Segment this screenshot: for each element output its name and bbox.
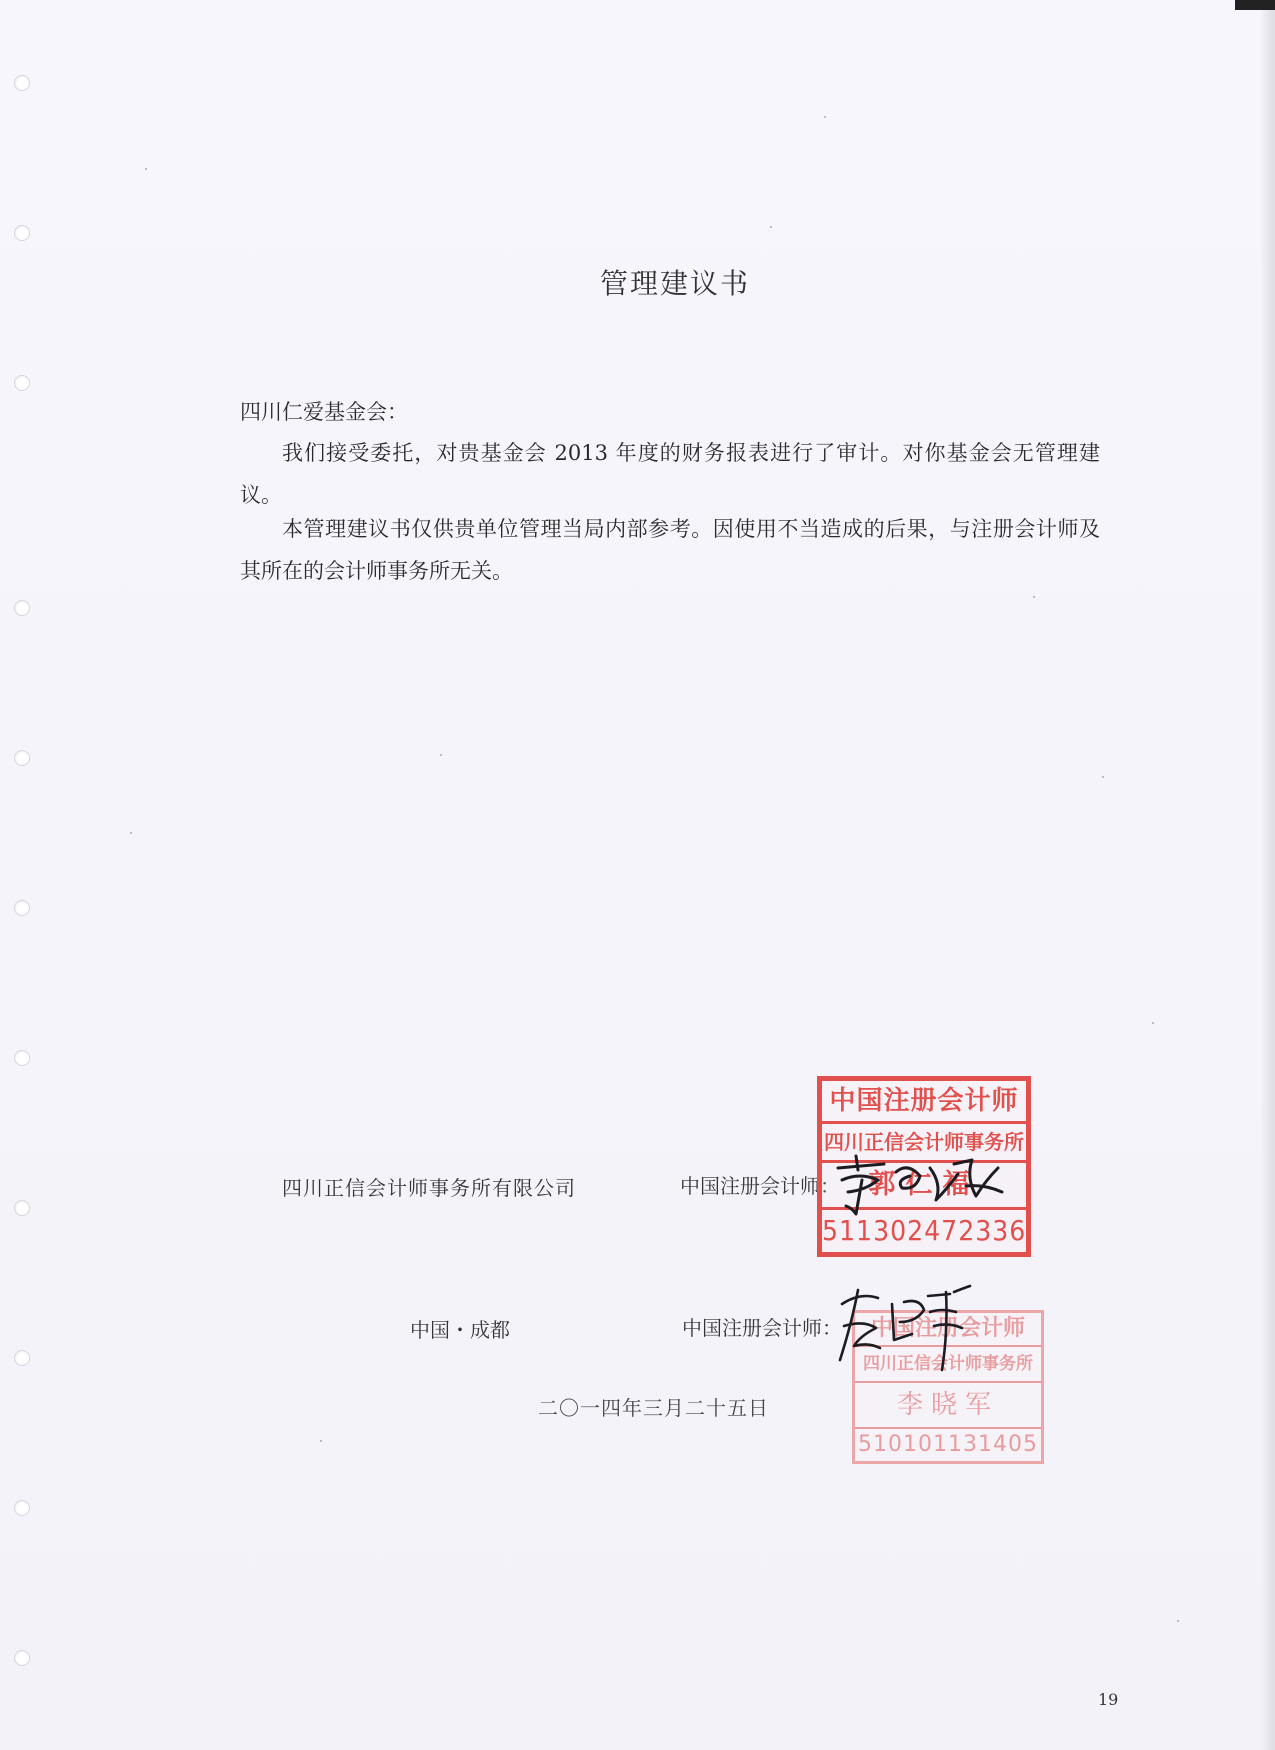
binding-hole: [14, 1050, 30, 1066]
scan-speck: [320, 1440, 322, 1442]
addressee: 四川仁爱基金会：: [240, 400, 408, 424]
cpa-seal-stamp: [817, 1076, 1031, 1257]
firm-name: 四川正信会计师事务所有限公司: [282, 1176, 576, 1200]
stamp-firm: 四川正信会计师事务所: [855, 1347, 1041, 1383]
stamp-id: 511302472336: [822, 1214, 1026, 1247]
cpa-signature-label: 中国注册会计师：: [682, 1316, 842, 1340]
binding-hole: [14, 600, 30, 616]
city-line: 中国・成都: [410, 1318, 510, 1342]
binding-hole: [14, 750, 30, 766]
scan-speck: [1152, 1022, 1154, 1024]
scan-speck: [1033, 596, 1035, 598]
page-number: 19: [1098, 1690, 1119, 1709]
stamp-firm: 四川正信会计师事务所: [822, 1124, 1026, 1163]
scan-speck: [440, 754, 442, 756]
scan-speck: [1177, 1620, 1179, 1622]
stamp-org: 中国注册会计师: [855, 1313, 1041, 1347]
document-title: 管理建议书: [599, 267, 750, 300]
cpa-signature-label: 中国注册会计师：: [680, 1174, 840, 1198]
binding-hole: [14, 900, 30, 916]
binding-hole: [14, 75, 30, 91]
binding-hole: [14, 1650, 30, 1666]
scan-speck: [824, 116, 826, 118]
scan-speck: [130, 832, 132, 834]
cpa-seal-stamp: [852, 1310, 1044, 1464]
document-date: 二〇一四年三月二十五日: [538, 1396, 769, 1420]
binding-hole: [14, 1350, 30, 1366]
binding-hole: [14, 1500, 30, 1516]
scan-speck: [145, 168, 147, 170]
stamp-id: 510101131405: [858, 1432, 1038, 1457]
binding-hole: [14, 225, 30, 241]
scan-edge-mark: [1235, 0, 1275, 10]
binding-hole: [14, 1200, 30, 1216]
scan-speck: [1102, 776, 1104, 778]
body-paragraph: 本管理建议书仅供贵单位管理当局内部参考。因使用不当造成的后果，与注册会计师及其所在的会计师事务所无关。: [240, 517, 1100, 583]
binding-hole: [14, 375, 30, 391]
scan-speck: [770, 226, 772, 228]
stamp-name: 李晓军: [855, 1383, 1041, 1429]
body-paragraph: 我们接受委托，对贵基金会 2013 年度的财务报表进行了审计。对你基金会无管理建议。: [240, 441, 1100, 507]
stamp-org: 中国注册会计师: [822, 1081, 1026, 1124]
stamp-name: 郭仁福: [822, 1163, 1026, 1210]
